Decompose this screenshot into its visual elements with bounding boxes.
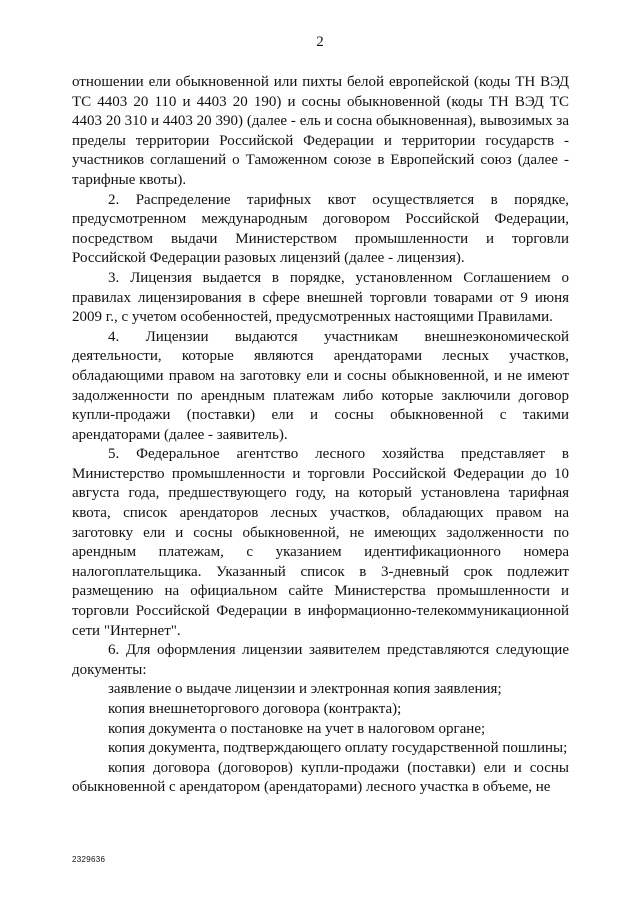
paragraph-continuation: отношении ели обыкновенной или пихты белой европейской (коды ТН ВЭД ТС 4403 20 110 и 4403 20 190) и сосны обыкновенной (коды ТН ВЭД ТС 4403 20 310 и 4403 20 390) (далее - ель и сосна обыкновенная), вывозимых за пределы территории Российской Федерации и территории государств - участников соглашений о Таможенном союзе в Европейский союз (далее - тарифные квоты).: [72, 74, 569, 188]
paragraph-4: 4. Лицензии выдаются участникам внешнеэкономической деятельности, которые являются арендаторами лесных участков, обладающими правом на заготовку ели и сосны обыкновенной, и не имеют задолженности по арендным платежам либо которые заключили договор купли-продажи (поставки) ели и сосны обыкновенной с такими арендаторами (далее - заявитель).: [72, 328, 569, 443]
list-item-application: заявление о выдаче лицензии и электронная копия заявления;: [108, 681, 502, 698]
paragraph-2: 2. Распределение тарифных квот осуществляется в порядке, предусмотренном международным договором Российской Федерации, посредством выдачи Министерством промышленности и торговли Российской Федерации разовых лицензий (далее - лицензия).: [72, 191, 569, 267]
paragraph-3: 3. Лицензия выдается в порядке, установленном Соглашением о правилах лицензирования в сфере внешней торговли товарами от 9 июня 2009 г., с учетом особенностей, предусмотренных настоящими Правилами.: [72, 269, 569, 326]
list-item-sale-agreement: копия договора (договоров) купли-продажи (поставки) ели и сосны обыкновенной с арендатором (арендаторами) лесного участка в объеме, не: [72, 759, 569, 796]
page-number: 2: [316, 34, 324, 50]
list-item-duty-payment: копия документа, подтверждающего оплату государственной пошлины;: [108, 740, 568, 757]
document-body: [72, 73, 569, 798]
paragraph-6: 6. Для оформления лицензии заявителем представляются следующие документы:: [72, 642, 569, 678]
list-item-contract-copy: копия внешнеторгового договора (контракта);: [108, 701, 402, 717]
document-code: 2329636: [72, 855, 106, 864]
list-item-tax-registration: копия документа о постановке на учет в налоговом органе;: [108, 720, 486, 737]
paragraph-5: 5. Федеральное агентство лесного хозяйства представляет в Министерство промышленности и торговли Российской Федерации до 10 августа года, предшествующего году, на который установлена тарифная квота, список арендаторов лесных участков, обладающих правом на заготовку ели и сосны обыкновенной, не имеющих задолженности по арендным платежам, с указанием идентификационного номера налогоплательщика. Указанный список в 3-дневный срок подлежит размещению на официальном сайте Министерства промышленности и торговли Российской Федерации в информационно-телекоммуникационной сети "Интернет".: [72, 446, 569, 639]
